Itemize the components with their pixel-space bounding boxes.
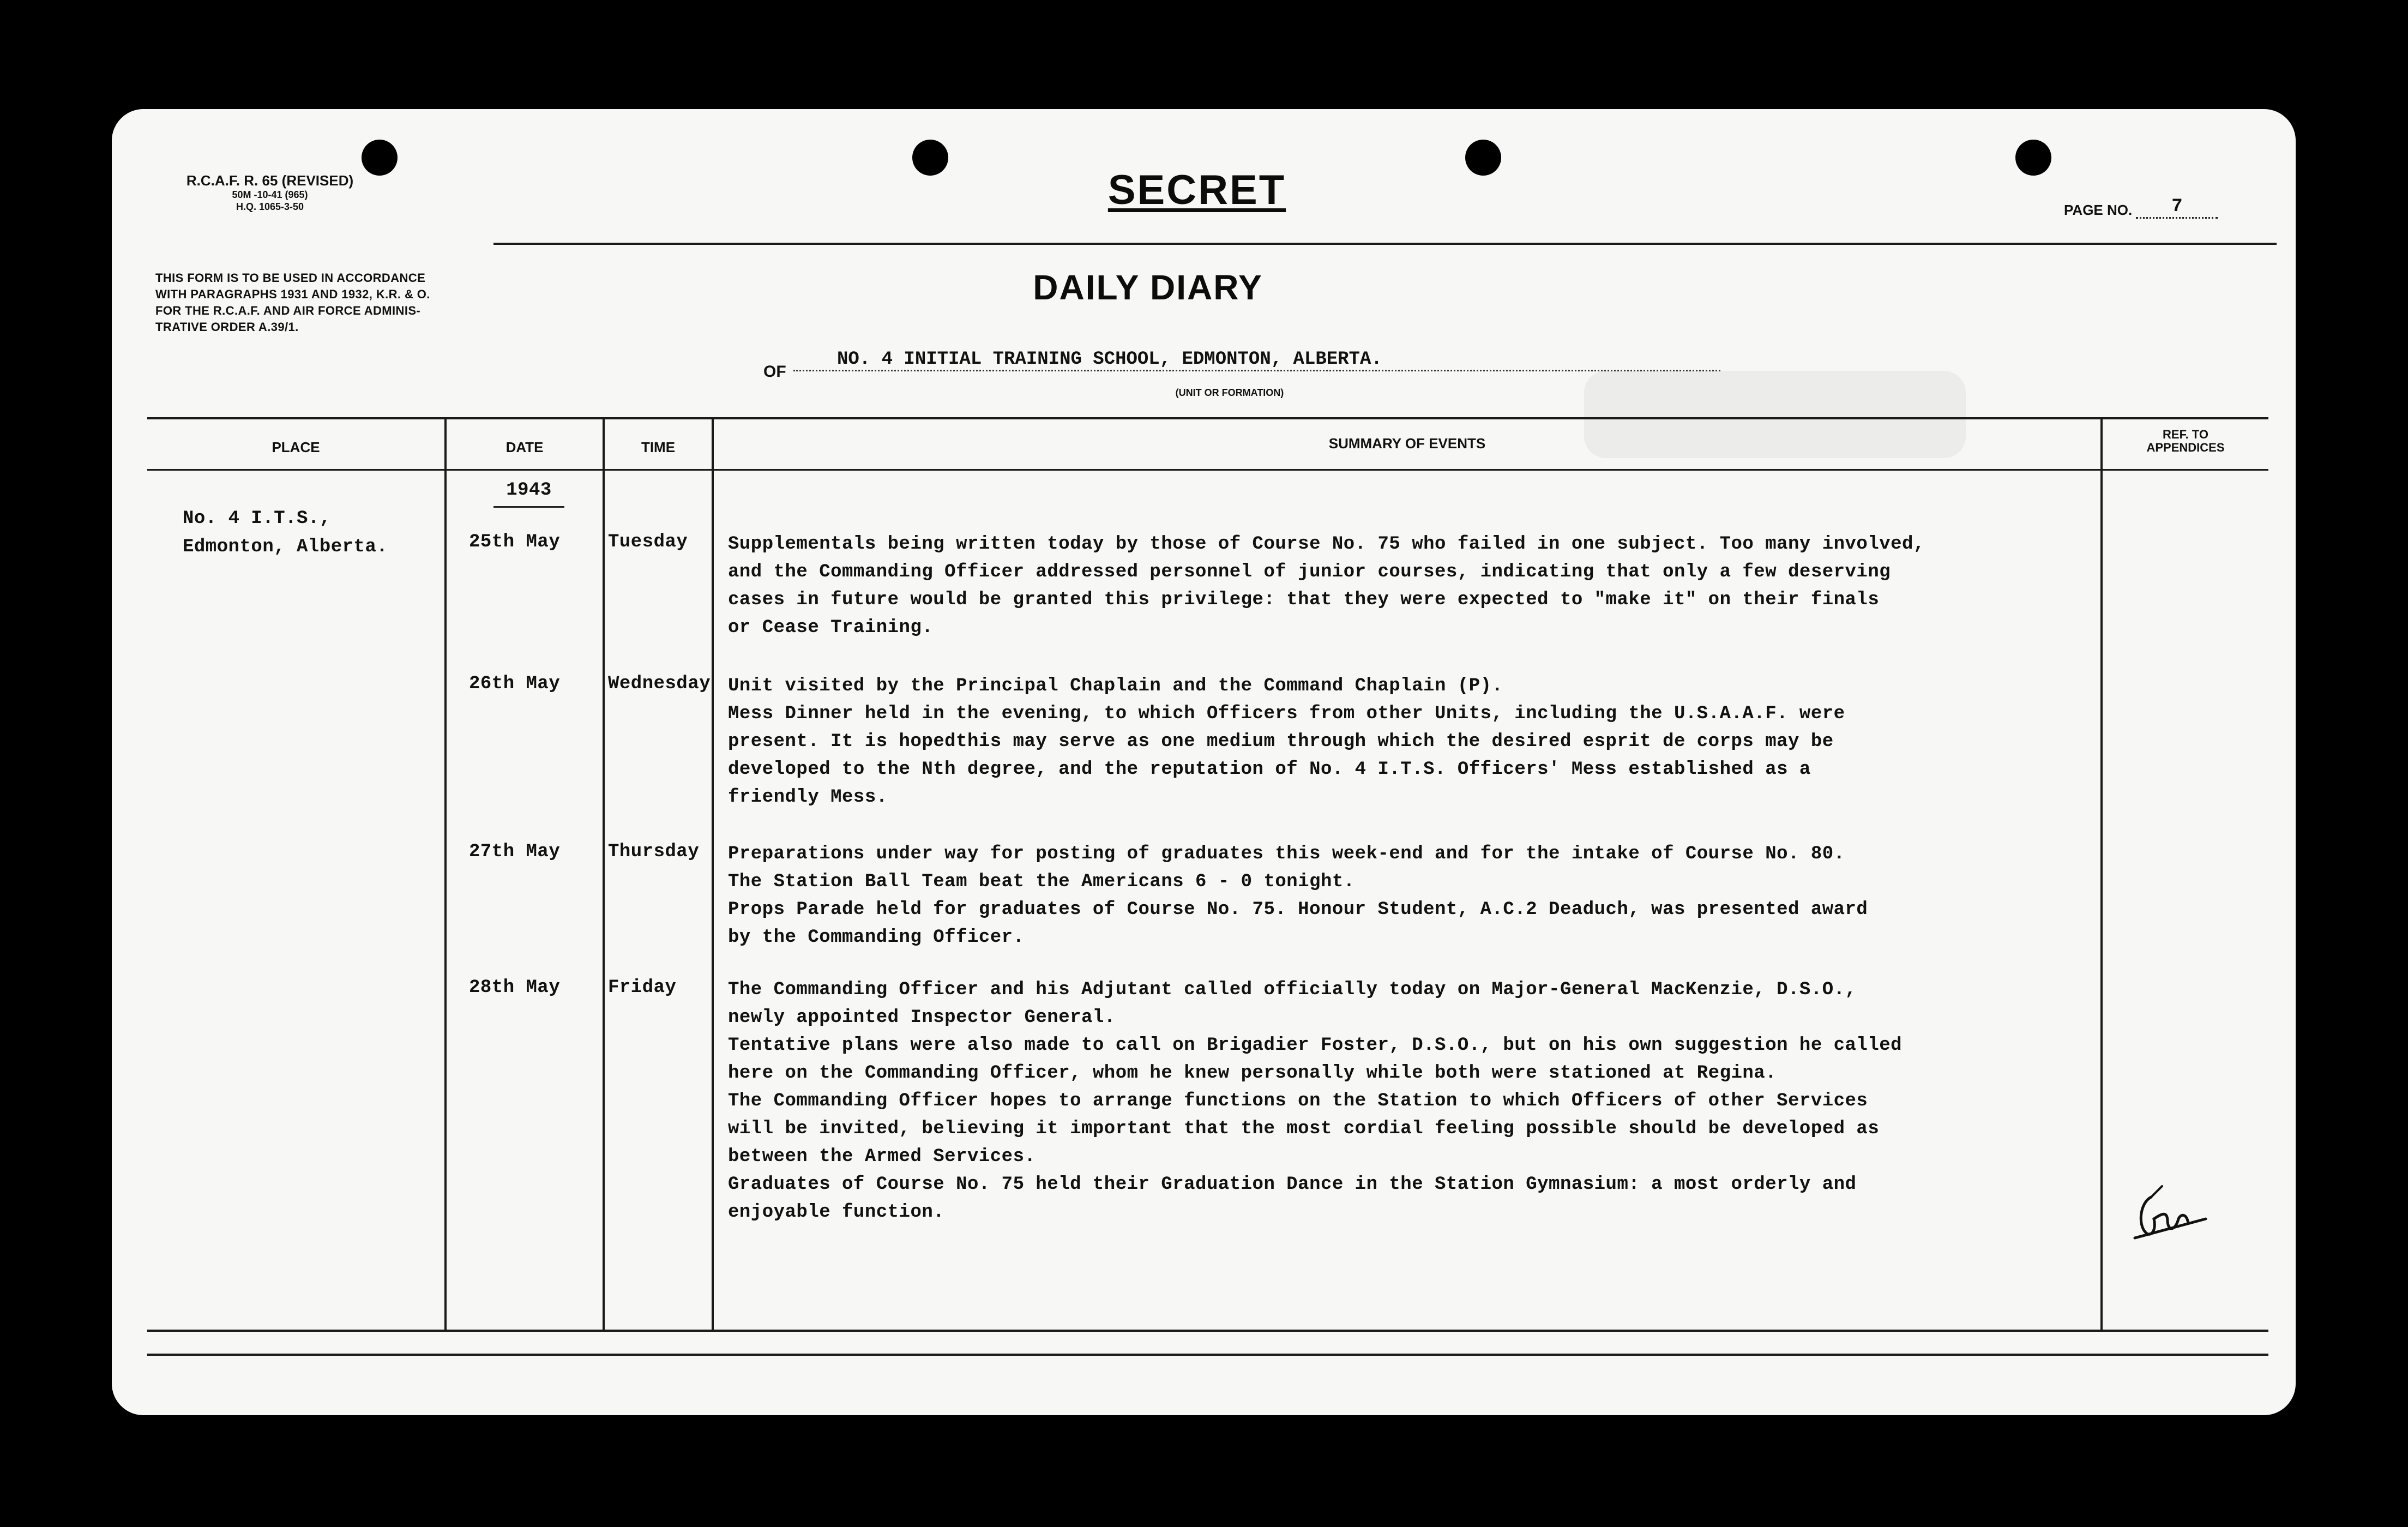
sheet-bottom-rule — [147, 1354, 2268, 1356]
classification-stamp: SECRET — [1107, 167, 1286, 213]
summary-line: developed to the Nth degree, and the reputation of No. 4 I.T.S. Officers' Mess established as a — [728, 759, 1811, 780]
column-divider — [603, 417, 605, 1331]
form-usage-note — [155, 270, 548, 335]
place-entry — [183, 504, 388, 561]
header-rule — [493, 243, 2277, 245]
document-title: DAILY DIARY — [1033, 268, 1263, 307]
column-header-summary: SUMMARY OF EVENTS — [1328, 435, 1486, 452]
column-header-date: DATE — [505, 439, 544, 455]
unit-name: NO. 4 INITIAL TRAINING SCHOOL, EDMONTON, ALBERTA. — [793, 349, 1720, 371]
summary-line: newly appointed Inspector General. — [728, 1007, 1116, 1028]
form-note-line: THIS FORM IS TO BE USED IN ACCORDANCE — [155, 271, 426, 285]
column-header-place: PLACE — [272, 439, 320, 455]
entry-time: Thursday — [608, 841, 700, 862]
summary-line: or Cease Training. — [728, 617, 934, 638]
entry-summary — [728, 840, 2080, 952]
table-top-rule — [147, 417, 2268, 419]
summary-line: friendly Mess. — [728, 787, 888, 808]
entry-summary — [728, 672, 2080, 811]
form-note-line: WITH PARAGRAPHS 1931 AND 1932, K.R. & O. — [155, 287, 430, 301]
place-line: Edmonton, Alberta. — [183, 537, 388, 557]
page-number — [2064, 196, 2218, 219]
entry-date: 26th May — [469, 674, 561, 694]
column-divider — [712, 417, 714, 1331]
table-header-rule — [147, 469, 2268, 471]
summary-line: between the Armed Services. — [728, 1146, 1036, 1167]
of-label: OF — [763, 363, 786, 381]
form-identifier — [145, 172, 395, 213]
entry-date: 28th May — [469, 977, 561, 998]
entry-date: 27th May — [469, 841, 561, 862]
appendices-header-line: REF. TO — [2163, 428, 2208, 441]
appendices-header-line: APPENDICES — [2146, 441, 2225, 455]
entry-time: Friday — [608, 977, 677, 998]
form-hq-code: H.Q. 1065-3-50 — [236, 201, 304, 212]
summary-line: Unit visited by the Principal Chaplain and the Command Chaplain (P). — [728, 676, 1503, 696]
form-number: R.C.A.F. R. 65 (REVISED) — [186, 172, 354, 189]
handwritten-initials-signature — [2129, 1181, 2217, 1246]
binder-hole — [1465, 140, 1501, 176]
summary-line: Graduates of Course No. 75 held their Graduation Dance in the Station Gymnasium: a most orderly and — [728, 1174, 1857, 1195]
summary-line: will be invited, believing it important that the most cordial feeling possible should be developed as — [728, 1119, 1880, 1139]
summary-line: and the Commanding Officer addressed personnel of junior courses, indicating that only a few deserving — [728, 562, 1891, 582]
summary-line: present. It is hopedthis may serve as one medium through which the desired esprit de corps may be — [728, 731, 1834, 752]
summary-line: Tentative plans were also made to call on Brigadier Foster, D.S.O., but on his own suggestion he called — [728, 1035, 1903, 1056]
summary-line: Mess Dinner held in the evening, to which Officers from other Units, including the U.S.A.A.F. were — [728, 704, 1845, 724]
form-print-code: 50M -10-41 (965) — [232, 189, 308, 201]
binder-hole — [362, 140, 398, 176]
summary-line: The Station Ball Team beat the Americans 6 - 0 tonight. — [728, 871, 1355, 892]
column-divider — [2100, 417, 2103, 1331]
diary-sheet — [112, 109, 2296, 1415]
summary-line: cases in future would be granted this privilege: that they were expected to "make it" on their finals — [728, 590, 1880, 610]
summary-line: by the Commanding Officer. — [728, 927, 1025, 948]
form-note-line: TRATIVE ORDER A.39/1. — [155, 320, 299, 334]
summary-line: here on the Commanding Officer, whom he knew personally while both were stationed at Regina. — [728, 1063, 1777, 1084]
place-line: No. 4 I.T.S., — [183, 508, 331, 529]
year-label: 1943 — [506, 480, 552, 501]
entry-time: Tuesday — [608, 532, 688, 552]
year-underline — [493, 506, 564, 508]
entry-summary — [728, 531, 2080, 642]
binder-hole — [912, 140, 948, 176]
entry-summary — [728, 976, 2080, 1227]
table-bottom-rule — [147, 1330, 2268, 1332]
summary-line: The Commanding Officer and his Adjutant called officially today on Major-General MacKenzie, D.S.O., — [728, 979, 1857, 1000]
page-number-label: PAGE NO. — [2064, 202, 2133, 218]
entry-time: Wednesday — [608, 674, 711, 694]
summary-line: Preparations under way for posting of graduates this week-end and for the intake of Course No. 80. — [728, 844, 1845, 864]
summary-line: The Commanding Officer hopes to arrange functions on the Station to which Officers of other Services — [728, 1091, 1868, 1111]
column-header-time: TIME — [641, 439, 676, 455]
summary-line: enjoyable function. — [728, 1202, 945, 1223]
unit-hint: (UNIT OR FORMATION) — [1175, 387, 1284, 398]
form-note-line: FOR THE R.C.A.F. AND AIR FORCE ADMINIS- — [155, 303, 421, 317]
summary-line: Supplementals being written today by those of Course No. 75 who failed in one subject. Too many involved, — [728, 534, 1925, 555]
page-number-value: 7 — [2136, 196, 2218, 219]
column-divider — [444, 417, 447, 1331]
summary-line: Props Parade held for graduates of Course No. 75. Honour Student, A.C.2 Deaduch, was presented award — [728, 899, 1868, 920]
column-header-appendices — [2103, 428, 2268, 454]
entry-date: 25th May — [469, 532, 561, 552]
binder-hole — [2015, 140, 2051, 176]
